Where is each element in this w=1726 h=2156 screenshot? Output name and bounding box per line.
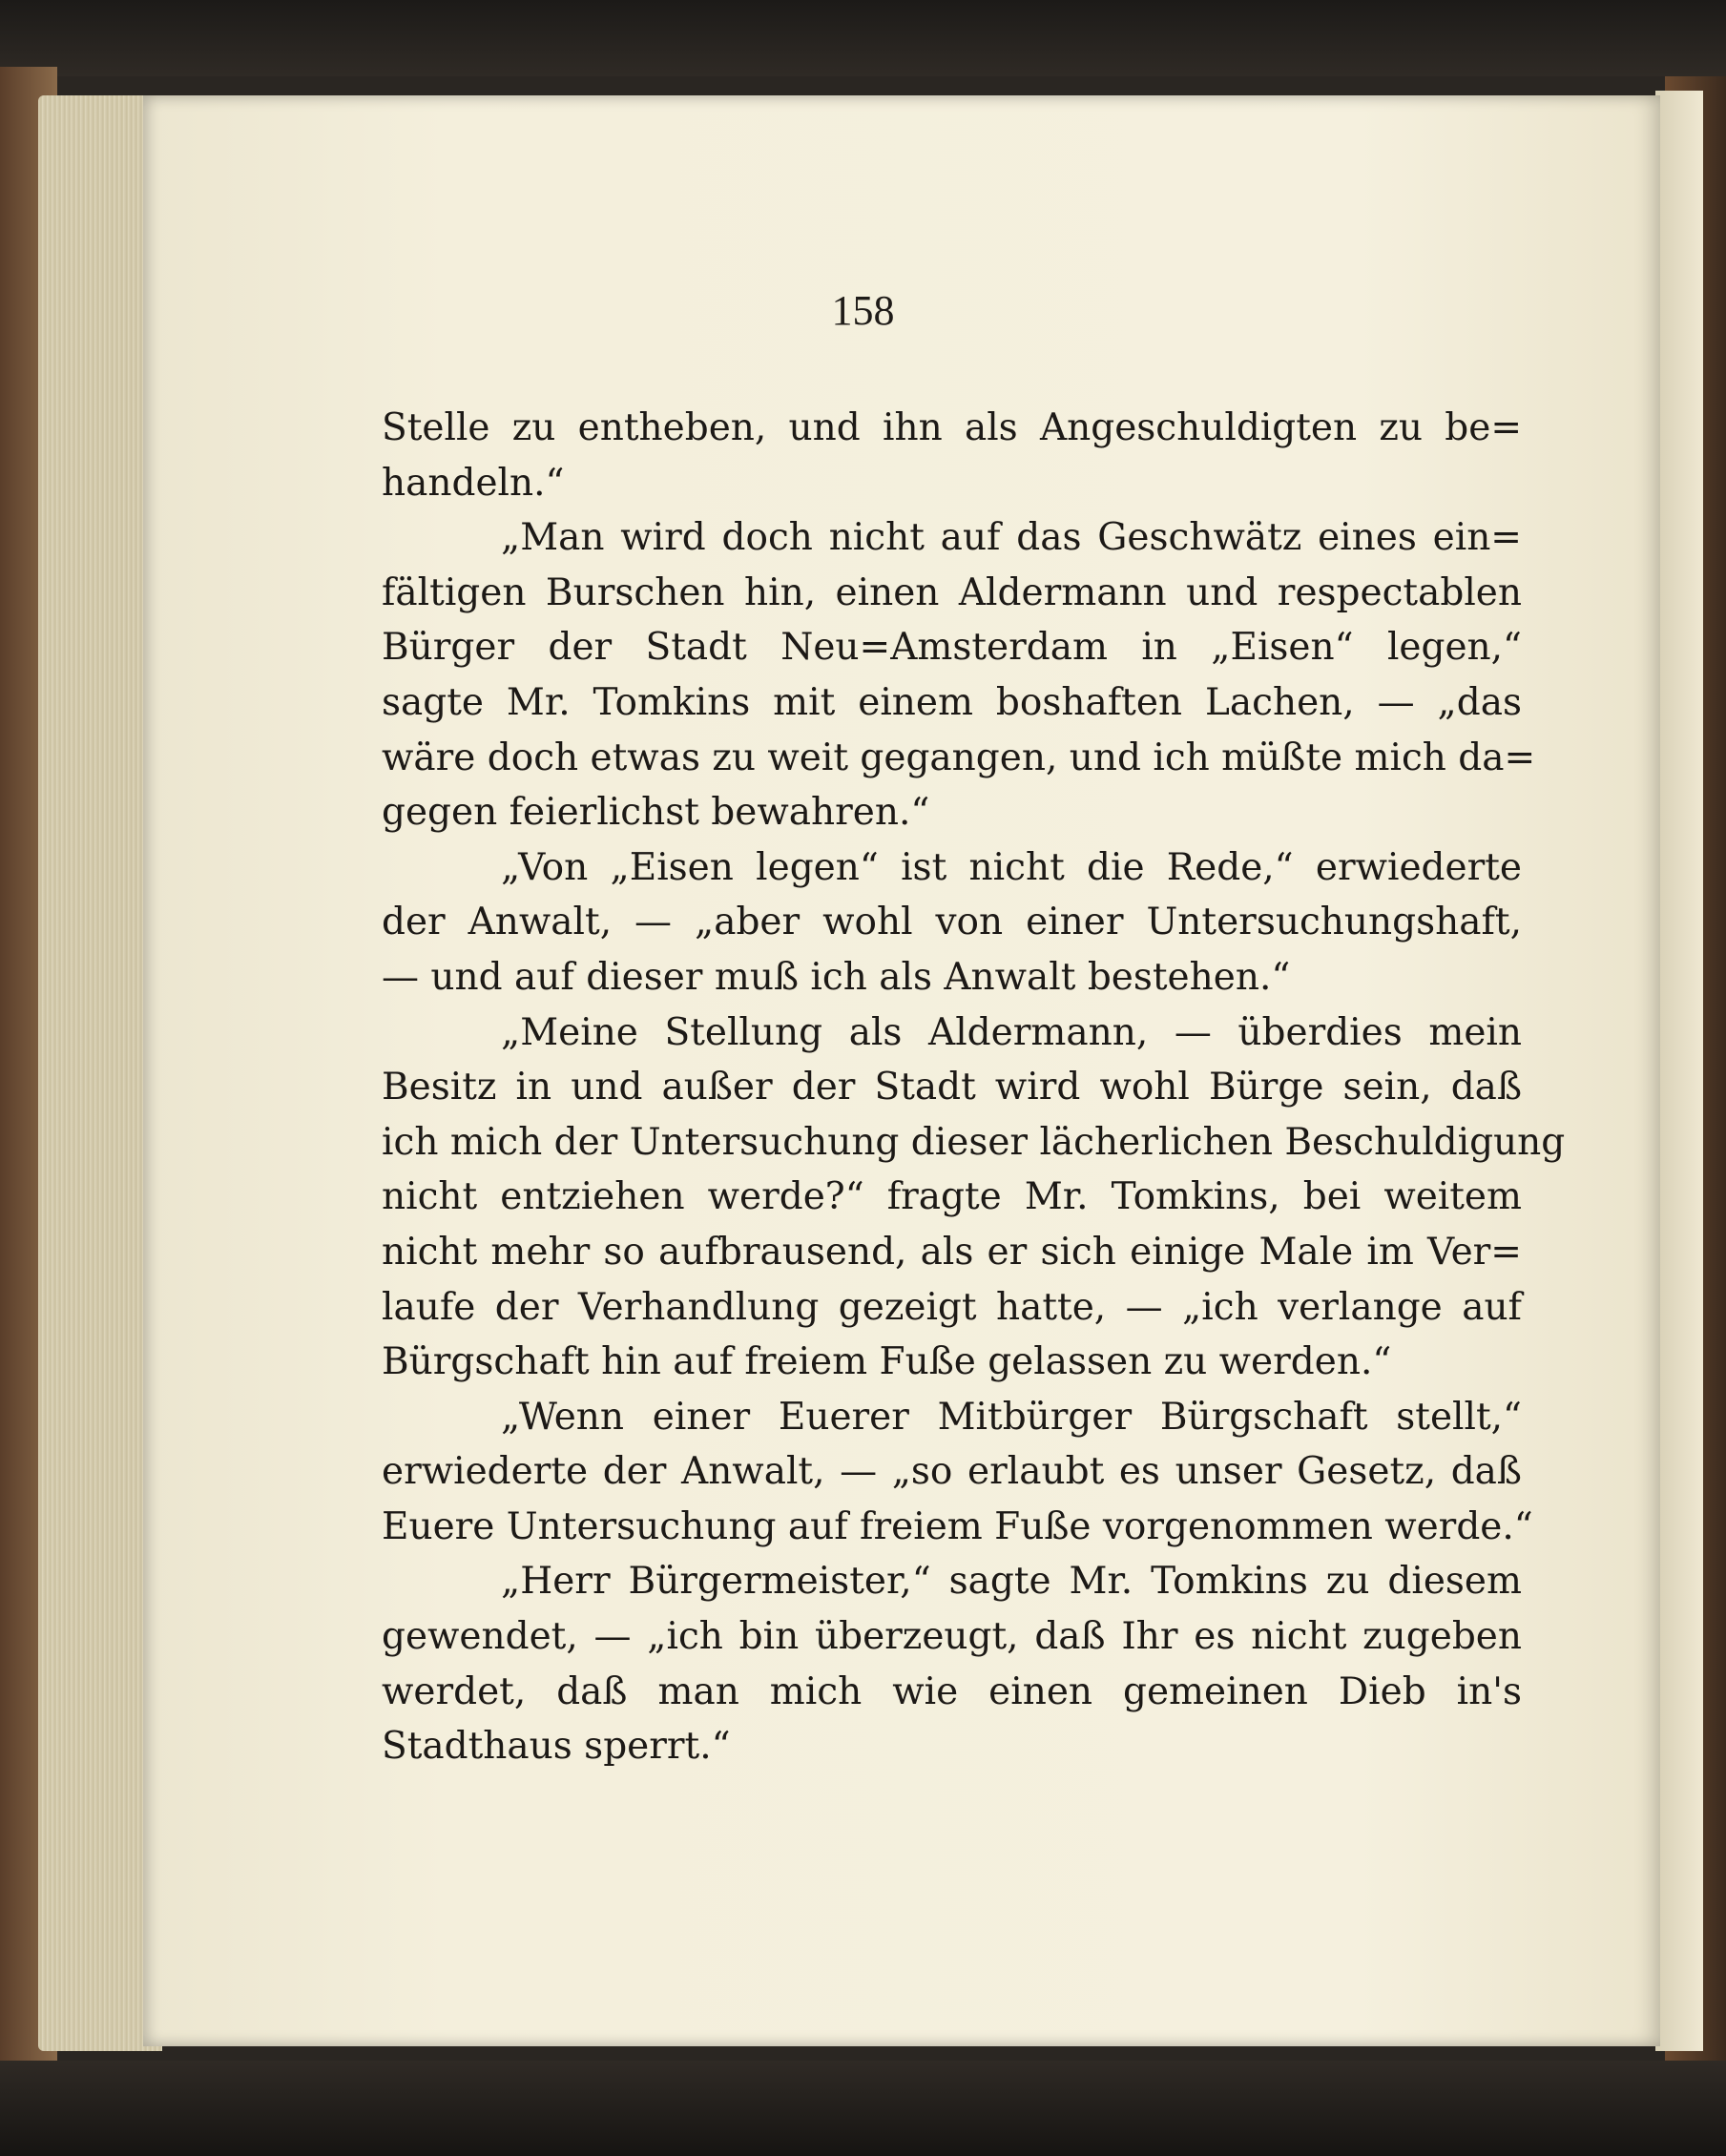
text-line: nicht entziehen werde?“ fragte Mr. Tomkins, bei weitem	[382, 1175, 1522, 1219]
text-line: erwiederte der Anwalt, — „so erlaubt es unser Gesetz, daß	[382, 1450, 1522, 1494]
text-line: gewendet, — „ich bin überzeugt, daß Ihr es nicht zugeben	[382, 1615, 1522, 1659]
text-line: Bürgschaft hin auf freiem Fuße gelassen zu werden.“	[382, 1340, 1392, 1384]
text-line: Bürger der Stadt Neu=Amsterdam in „Eisen“ legen,“	[382, 626, 1522, 670]
text-line: werdet, daß man mich wie einen gemeinen Dieb in's	[382, 1669, 1522, 1713]
scan-background-bottom	[0, 2061, 1726, 2156]
text-line: Stelle zu entheben, und ihn als Angeschuldigten zu be=	[382, 406, 1522, 449]
text-line: „Herr Bürgermeister,“ sagte Mr. Tomkins zu diesem	[501, 1560, 1522, 1604]
text-line: sagte Mr. Tomkins mit einem boshaften Lachen, — „das	[382, 680, 1522, 724]
scan-background-top	[0, 0, 1726, 76]
text-line: „Von „Eisen legen“ ist nicht die Rede,“ erwiederte	[501, 845, 1522, 889]
text-line: ich mich der Untersuchung dieser lächerlichen Beschuldigung	[382, 1120, 1566, 1164]
text-line: Besitz in und außer der Stadt wird wohl Bürge sein, daß	[382, 1066, 1522, 1109]
text-line: „Man wird doch nicht auf das Geschwätz eines ein=	[501, 516, 1522, 560]
next-page-edge	[1655, 91, 1703, 2051]
body-text	[382, 401, 1566, 1774]
text-line: „Meine Stellung als Aldermann, — überdies mein	[501, 1010, 1522, 1054]
text-line: Stadthaus sperrt.“	[382, 1725, 731, 1769]
text-line: der Anwalt, — „aber wohl von einer Untersuchungshaft,	[382, 901, 1522, 944]
text-line: fältigen Burschen hin, einen Aldermann und respectablen	[382, 570, 1522, 614]
text-line: gegen feierlichst bewahren.“	[382, 791, 930, 835]
text-line: laufe der Verhandlung gezeigt hatte, — „ich verlange auf	[382, 1285, 1522, 1329]
text-line: „Wenn einer Euerer Mitbürger Bürgschaft stellt,“	[501, 1395, 1522, 1439]
text-line: nicht mehr so aufbrausend, als er sich einige Male im Ver=	[382, 1230, 1522, 1274]
text-line: wäre doch etwas zu weit gegangen, und ich müßte mich da=	[382, 736, 1536, 779]
page-number: 158	[831, 287, 895, 334]
text-line: Euere Untersuchung auf freiem Fuße vorgenommen werde.“	[382, 1504, 1533, 1548]
text-line: handeln.“	[382, 461, 565, 505]
text-line: — und auf dieser muß ich als Anwalt bestehen.“	[382, 955, 1291, 999]
